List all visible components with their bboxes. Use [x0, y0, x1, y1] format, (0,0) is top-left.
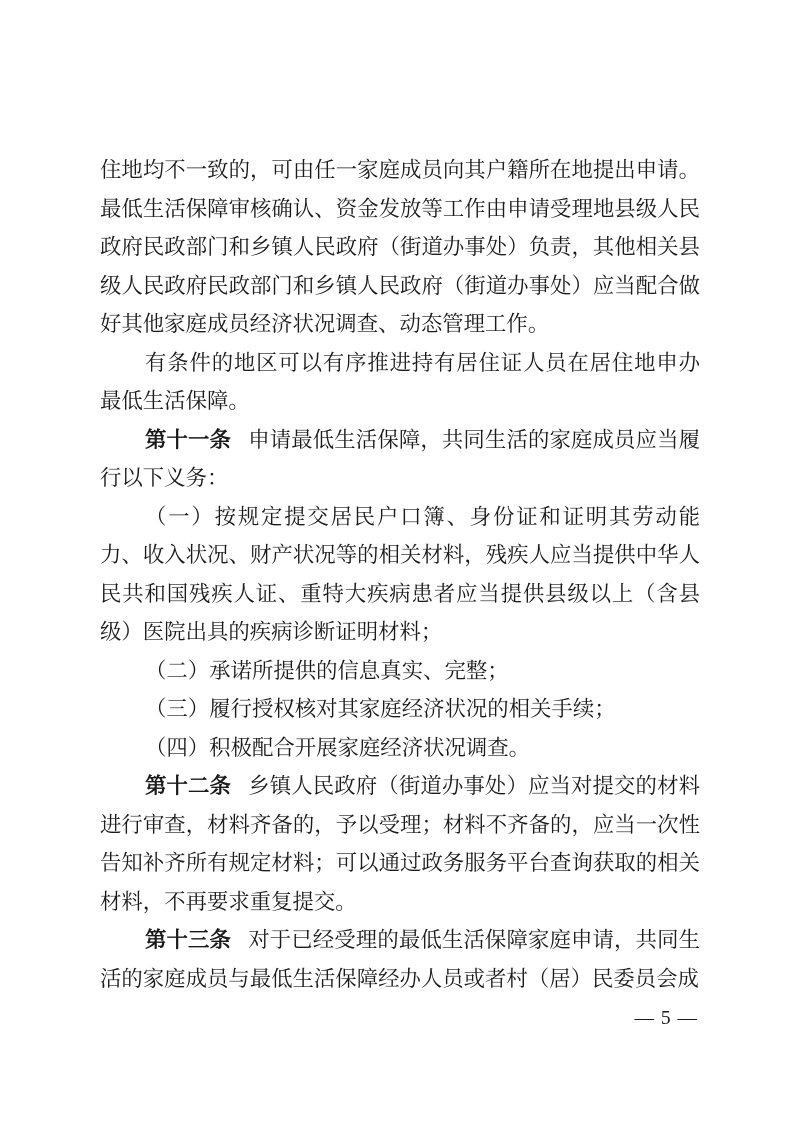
- paragraph-text: 对于已经受理的最低生活保障家庭申请，共同生活的家庭成员与最低生活保障经办人员或者村（居）民委员会成: [100, 928, 700, 991]
- paragraph-text: 住地均不一致的，可由任一家庭成员向其户籍所在地提出申请。最低生活保障审核确认、资金发放等工作由申请受理地县级人民政府民政部门和乡镇人民政府（街道办事处）负责，其他相关县级人民政府民政部门和乡镇人民政府（街道办事处）应当配合做好其他家庭成员经济状况调查、动态管理工作。: [100, 158, 700, 336]
- paragraph-text: （三）履行授权核对其家庭经济状况的相关手续；: [145, 697, 616, 721]
- paragraph-text: 有条件的地区可以有序推进持有居住证人员在居住地申办最低生活保障。: [100, 350, 700, 413]
- paragraph-article-11: [100, 421, 700, 498]
- paragraph-item-1: [100, 498, 700, 652]
- paragraph-text: 乡镇人民政府（街道办事处）应当对提交的材料进行审查，材料齐备的，予以受理；材料不齐备的，应当一次性告知补齐所有规定材料；可以通过政务服务平台查询获取的相关材料，不再要求重复提交。: [100, 774, 700, 914]
- paragraph-continuation: [100, 151, 700, 344]
- paragraph-article-12: [100, 767, 700, 921]
- paragraph-item-4: [100, 729, 700, 768]
- article-12-heading: 第十二条: [145, 774, 232, 798]
- paragraph-item-3: [100, 690, 700, 729]
- paragraph: [100, 344, 700, 421]
- paragraph-text: （一）按规定提交居民户口簿、身份证和证明其劳动能力、收入状况、财产状况等的相关材料，残疾人应当提供中华人民共和国残疾人证、重特大疾病患者应当提供县级以上（含县级）医院出具的疾病诊断证明材料；: [100, 504, 700, 644]
- paragraph-text: 申请最低生活保障，共同生活的家庭成员应当履行以下义务：: [100, 427, 700, 490]
- article-11-heading: 第十一条: [145, 427, 232, 452]
- page-number: — 5 —: [634, 1008, 698, 1029]
- paragraph-text: （二）承诺所提供的信息真实、完整；: [145, 658, 509, 683]
- document-text-block: [100, 151, 700, 998]
- paragraph-article-13: [100, 921, 700, 998]
- article-13-heading: 第十三条: [145, 928, 232, 952]
- paragraph-text: （四）积极配合开展家庭经济状况调查。: [145, 735, 531, 760]
- paragraph-item-2: [100, 652, 700, 691]
